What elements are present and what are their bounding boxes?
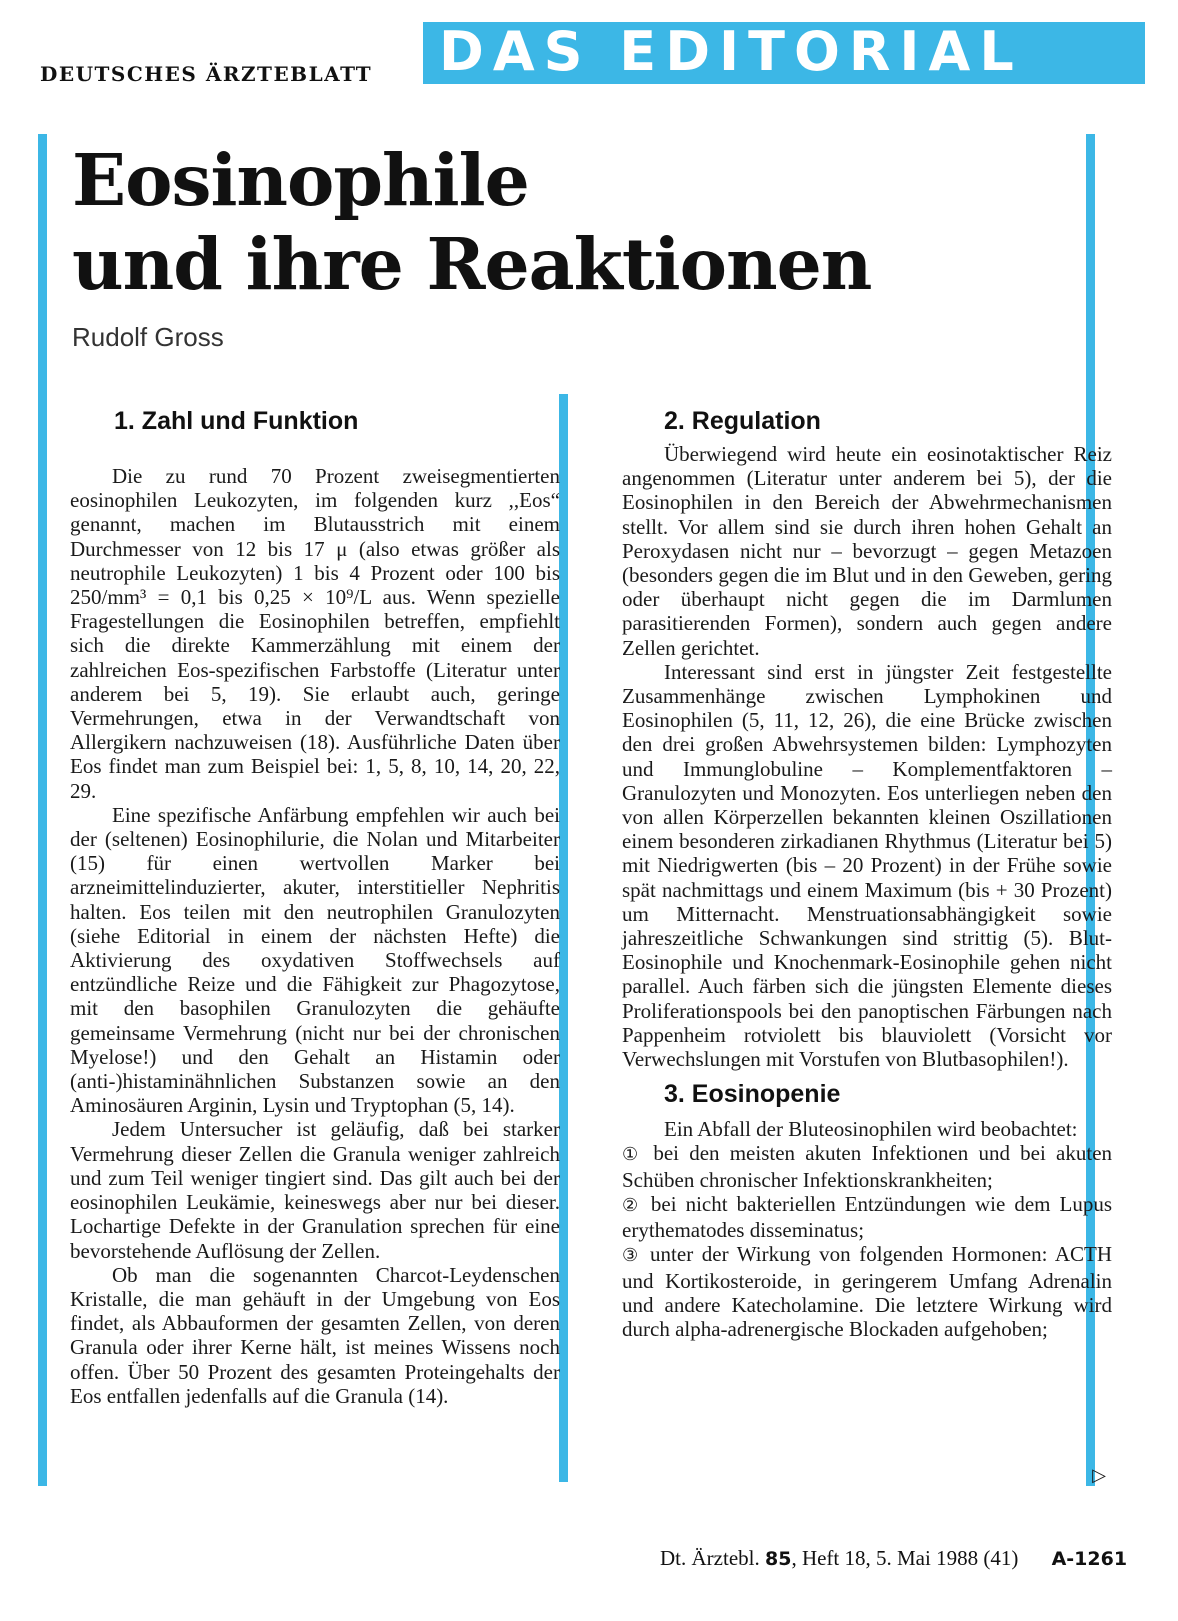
footer-issue: , Heft 18, 5. Mai 1988 (41) xyxy=(791,1546,1019,1570)
section-1-paragraph-4: Ob man die sogenannten Charcot-Leydenschen Kristalle, die man gehäuft in der Umgebung von Eos findet, als Abbauformen der gesamten Zellen, von deren Granula oder ihrer Kerne hält, ist meines Wissens noch offen. Über 50 Prozent des gesamten Proteingehalts der Eos entfallen jedenfalls auf die Granula (14). xyxy=(70,1262,560,1408)
section-1-heading: 1. Zahl und Funktion xyxy=(114,407,359,435)
section-1-paragraph-1: Die zu rund 70 Prozent zweisegmentierten eosinophilen Leukozyten, im folgenden kurz ,,Eos“ genannt, machen im Blutausstrich mit einem Durchmesser von 12 bis 17 μ (also etwas größer als neutrophile Leukozyten) 1 bis 4 Prozent oder 100 bis 250/mm³ = 0,1 bis 0,25 × 10⁹/L aus. Wenn spezielle Fragestellungen die Eosinophilen betreffen, empfiehlt sich die direkte Kammerzählung mit einem der zahlreichen Eos-spezifischen Farbstoffe (Literatur unter anderem bei 5, 19). Sie erlaubt auch, geringe Vermehrungen, etwa in der Verwandtschaft von Allergikern nachzuweisen (18). Ausführliche Daten über Eos findet man zum Beispiel bei: 1, 5, 8, 10, 14, 20, 22, 29. xyxy=(70,464,560,803)
footer-journal: Dt. Ärztebl. xyxy=(660,1546,760,1570)
list-item-text: unter der Wirkung von folgenden Hormonen: ACTH und Kortikosteroide, in geringerem Umfang Adrenalin und andere Katecholamine. Die letztere Wirkung wird durch alpha-adrenergische Blockaden aufgehoben; xyxy=(622,1242,1113,1341)
section-banner-label: DAS EDITORIAL xyxy=(439,20,1023,83)
left-column xyxy=(70,406,560,1408)
list-item-text: bei nicht bakteriellen Entzündungen wie dem Lupus erythematodes disseminatus; xyxy=(622,1191,1113,1243)
title-line-2: und ihre Reaktionen xyxy=(72,222,872,306)
list-item-number: ② xyxy=(622,1194,642,1216)
list-item-text: bei den meisten akuten Infektionen und bei akuten Schüben chronischer Infektionskrankheiten; xyxy=(622,1141,1113,1192)
footer-page-number: A-1261 xyxy=(1051,1548,1128,1570)
journal-name: DEUTSCHES ÄRZTEBLATT xyxy=(40,62,373,86)
list-item-number: ③ xyxy=(622,1245,642,1267)
section-3-intro: Ein Abfall der Bluteosinophilen wird beobachtet: xyxy=(664,1117,1078,1142)
section-2-heading: 2. Regulation xyxy=(664,407,821,435)
section-3-heading: 3. Eosinopenie xyxy=(664,1080,841,1109)
left-accent-bar xyxy=(38,134,47,1486)
right-column xyxy=(622,406,1112,1486)
continue-arrow-icon: ▷ xyxy=(1092,1465,1106,1486)
footer-volume: 85 xyxy=(764,1548,792,1570)
list-item xyxy=(622,1242,1112,1341)
column-divider-bar xyxy=(559,394,568,1482)
article-author: Rudolf Gross xyxy=(72,322,224,352)
section-1-paragraph-2: Eine spezifische Anfärbung empfehlen wir auch bei der (seltenen) Eosinophilurie, die Nolan und Mitarbeiter (15) für einen wertvollen Marker bei arzneimittelinduzierter, akuter, interstitieller Nephritis halten. Eos teilen mit den neutrophilen Granulozyten (siehe Editorial in einem der nächsten Hefte) die Aktivierung des oxydativen Stoffwechsels auf entzündliche Reize und die Fähigkeit zur Phagozytose, mit den basophilen Granulozyten die gehäufte gemeinsame Vermehrung (nicht nur bei der chronischen Myelose!) und den Gehalt an Histamin oder (anti-)histaminähnlichen Substanzen sowie an den Aminosäuren Arginin, Lysin und Tryptophan (5, 14). xyxy=(70,802,560,1118)
section-2-paragraph-1: Überwiegend wird heute ein eosinotaktischer Reiz angenommen (Literatur unter anderem bei 5), der die Eosinophilen in den Bereich der Abwehrmechanismen stellt. Vor allem sind sie durch ihren hohen Gehalt an Peroxydasen nicht nur – bevorzugt – gegen Metazoen (besonders gegen die im Blut und in den Geweben, gering oder überhaupt nicht gegen die im Darmlumen parasitierenden Formen), sondern auch gegen andere Zellen gerichtet. xyxy=(622,442,1112,660)
list-item xyxy=(622,1192,1112,1242)
list-item xyxy=(622,1141,1112,1191)
article-title xyxy=(72,138,871,306)
section-banner xyxy=(423,22,1145,84)
section-1-paragraph-3: Jedem Untersucher ist geläufig, daß bei starker Vermehrung dieser Zellen die Granula weniger zahlreich und zum Teil weniger tingiert sind. Das gilt auch bei der eosinophilen Leukämie, keineswegs aber nur bei dieser. Lochartige Defekte in der Granulation sprechen für eine bevorstehende Auflösung der Zellen. xyxy=(70,1117,560,1263)
list-item-number: ① xyxy=(622,1144,644,1166)
page-footer xyxy=(660,1546,1127,1571)
title-line-1: Eosinophile xyxy=(72,138,529,222)
section-2-paragraph-2: Interessant sind erst in jüngster Zeit festgestellte Zusammenhänge zwischen Lymphokinen und Eosinophilen (5, 11, 12, 26), die eine Brücke zwischen den drei großen Abwehrsystemen bilden: Lymphozyten und Immunglobuline – Komplementfaktoren – Granulozyten und Monozyten. Eos unterliegen neben den von allen Körperzellen bekannten kleinen Oszillationen einem besonderen zirkadianen Rhythmus (Literatur bei 5) mit Niedrigwerten (bis – 20 Prozent) in der Frühe sowie spät nachmittags und einem Maximum (bis + 30 Prozent) um Mitternacht. Menstruationsabhängigkeit sowie jahreszeitliche Schwankungen sind strittig (5). Blut-Eosinophile und Knochenmark-Eosinophile gehen nicht parallel. Auch färben sich die jüngsten Elemente dieses Proliferationspools bei den panoptischen Färbungen nach Pappenheim rotviolett bis blauviolett (Vorsicht vor Verwechslungen mit Vorstufen von Blutbasophilen!). xyxy=(622,659,1112,1072)
